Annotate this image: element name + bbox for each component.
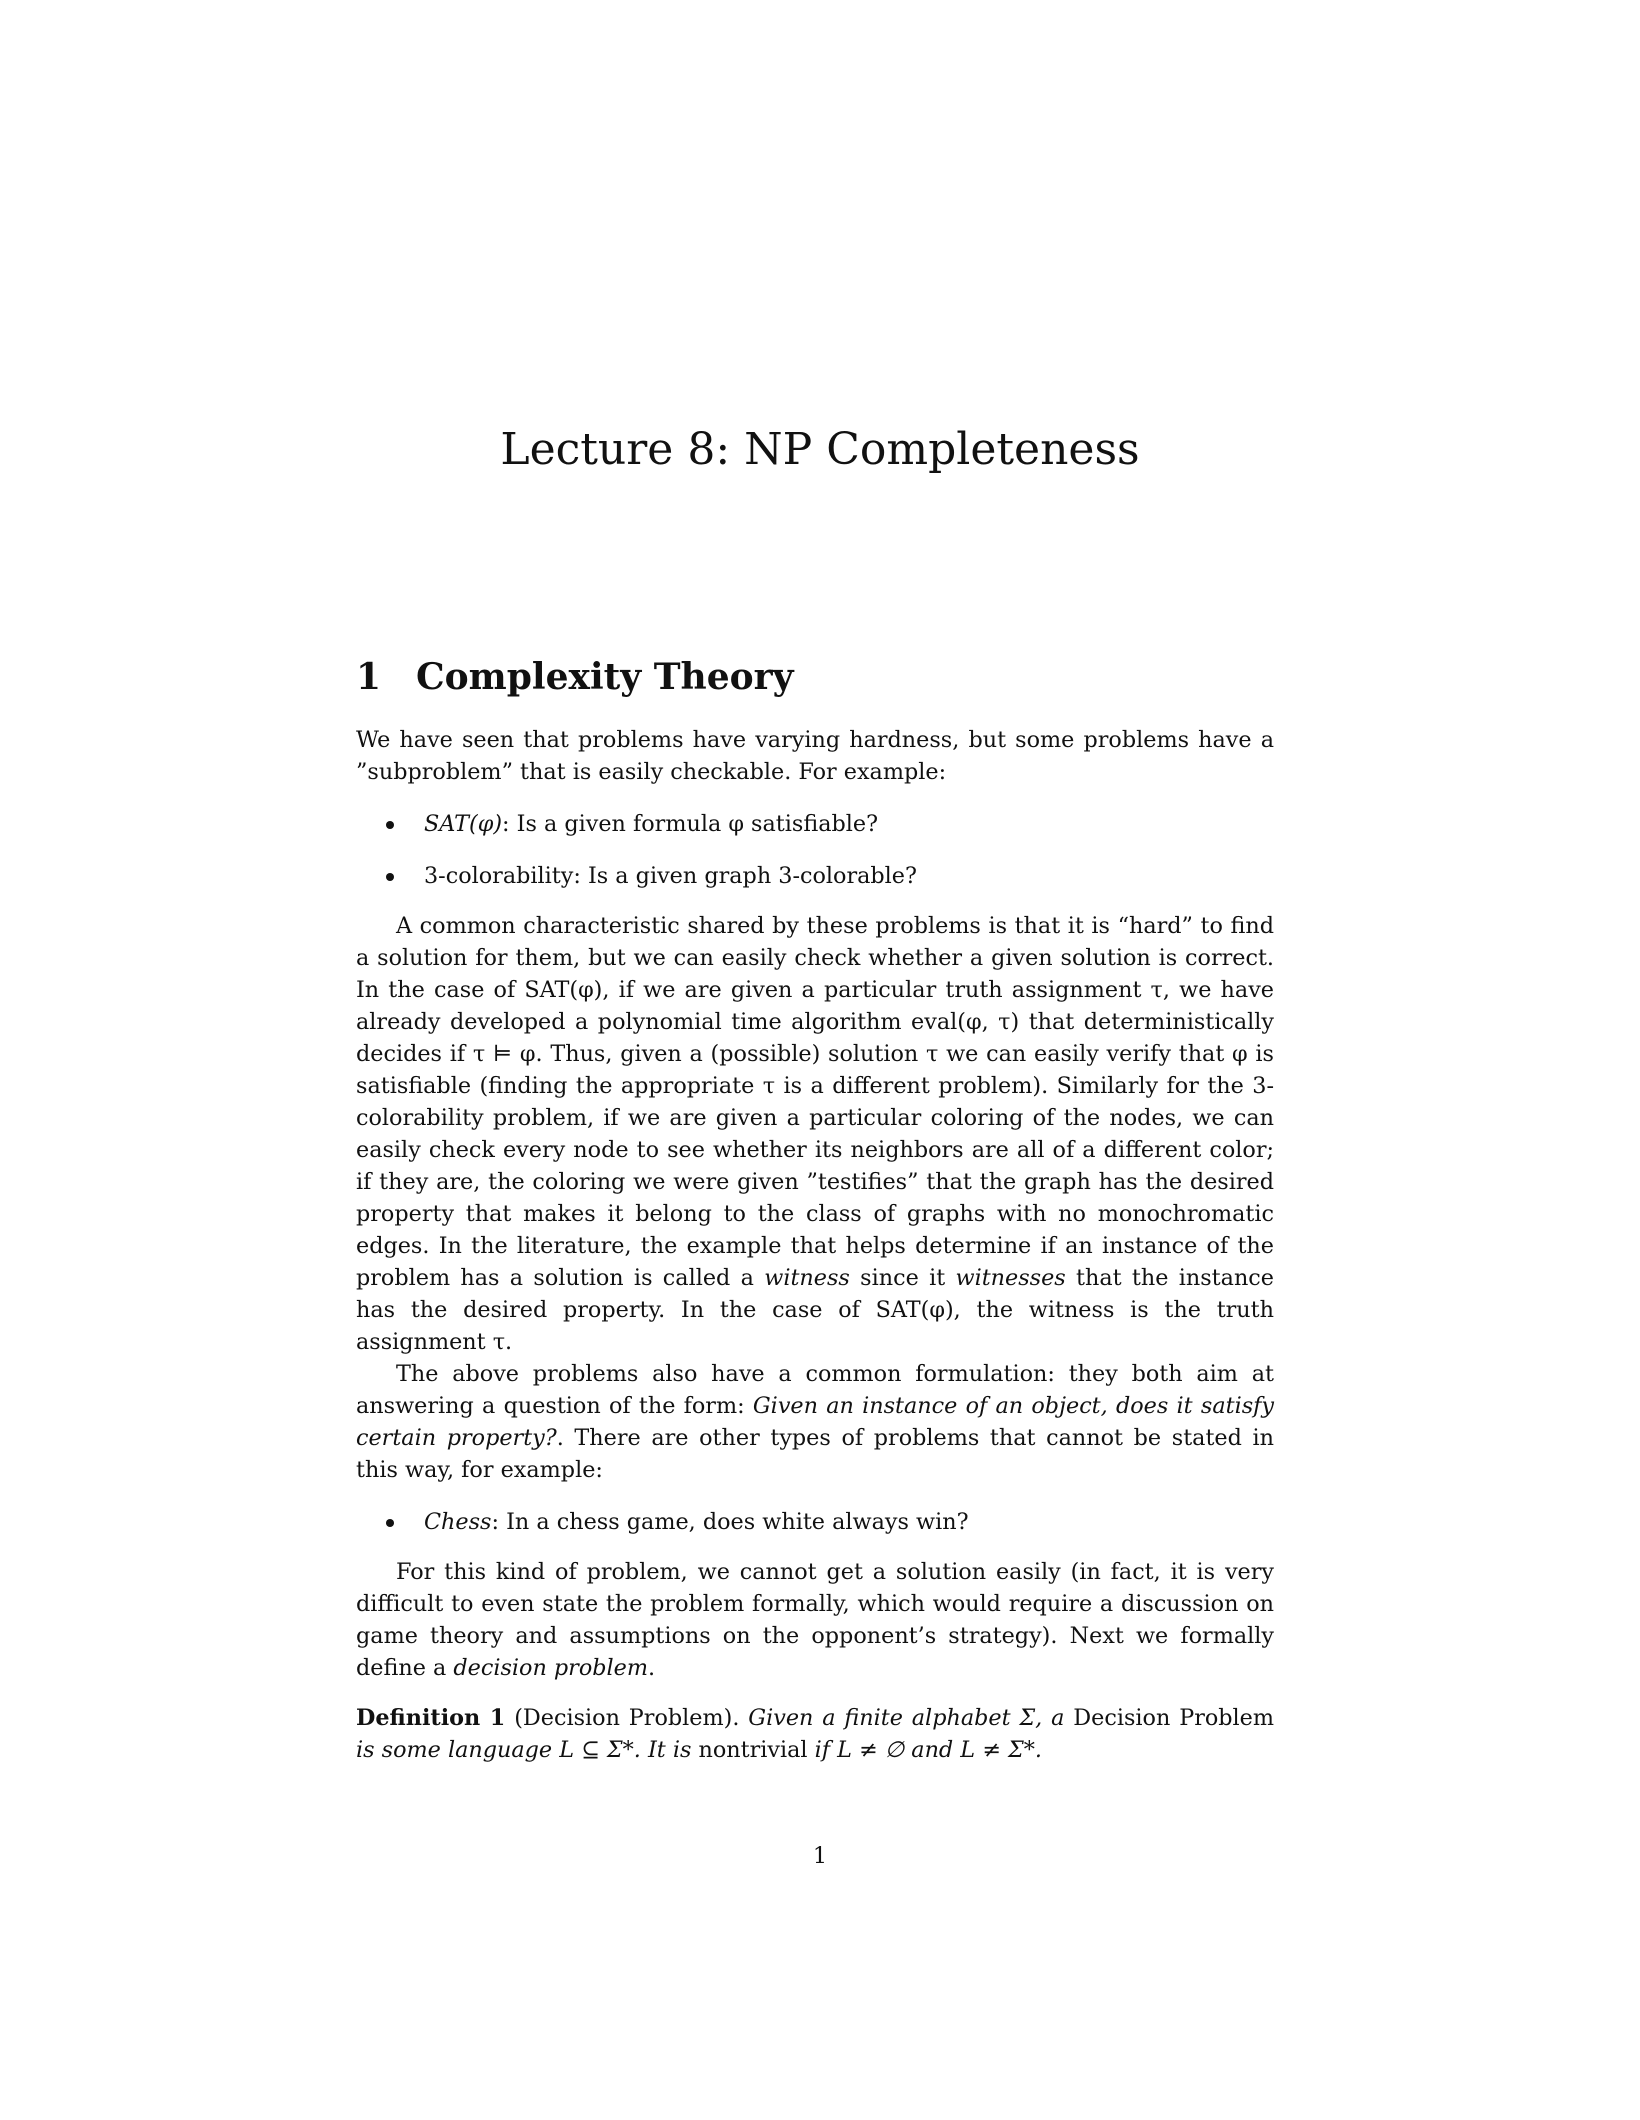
definition-block — [356, 1702, 1274, 1766]
paragraph-text: that the instance has the desired property. In the case of SAT(φ), the witness is the truth assignment τ. — [356, 1265, 1274, 1355]
definition-name: (Decision Problem). — [505, 1705, 749, 1731]
definition-term: Decision Problem — [1073, 1705, 1275, 1731]
problem-description: 3-colorability: Is a given graph 3-colorable? — [424, 863, 917, 889]
page-content — [356, 656, 1274, 1766]
decision-problem-term: decision problem — [453, 1655, 649, 1681]
definition-term: nontrivial — [698, 1737, 808, 1763]
section-heading — [356, 656, 1274, 698]
problem-name: Chess — [424, 1509, 492, 1535]
formulation-paragraph — [356, 1358, 1274, 1486]
bullet-icon — [386, 821, 394, 829]
paragraph-text: . There are other types of problems that cannot be stated in this way, for example: — [356, 1425, 1274, 1483]
definition-text: Given a finite alphabet Σ, a — [748, 1705, 1074, 1731]
problem-name: SAT(φ) — [424, 811, 503, 837]
definition-text: is some language L ⊆ Σ*. It is — [356, 1737, 699, 1763]
paragraph-text: The above problems also have a common formulation: they both aim at answering a question of the form: — [356, 1361, 1274, 1419]
definition-text: if L ≠ ∅ and L ≠ Σ*. — [807, 1737, 1042, 1763]
witness-paragraph — [356, 910, 1274, 1358]
decision-intro-paragraph — [356, 1556, 1274, 1684]
section-number: 1 — [356, 656, 382, 698]
document-title: Lecture 8: NP Completeness — [500, 424, 1140, 475]
chess-list — [356, 1506, 1274, 1538]
bullet-icon — [386, 1519, 394, 1527]
section-title: Complexity Theory — [416, 656, 794, 698]
problem-description: : In a chess game, does white always win? — [491, 1509, 969, 1535]
witness-term: witness — [764, 1265, 850, 1291]
example-list — [356, 808, 1274, 892]
problem-description: : Is a given formula φ satisfiable? — [502, 811, 879, 837]
list-item — [386, 860, 1274, 892]
paragraph-text: since it — [849, 1265, 956, 1291]
page-number: 1 — [812, 1843, 828, 1869]
list-item — [386, 1506, 1274, 1538]
intro-paragraph: We have seen that problems have varying hardness, but some problems have a ”subproblem” that is easily checkable. For example: — [356, 727, 1274, 785]
definition-label: Definition 1 — [356, 1705, 506, 1731]
paragraph-text: . — [648, 1655, 656, 1681]
bullet-icon — [386, 873, 394, 881]
list-item — [386, 808, 1274, 840]
witnesses-term: witnesses — [955, 1265, 1066, 1291]
paragraph-text: For this kind of problem, we cannot get a solution easily (in fact, it is very difficult to even state the problem formally, which would require a discussion on game theory and assumptions on the opponent’s strategy). Next we formally define a — [356, 1559, 1274, 1681]
question-form: Given an instance of an object, does it satisfy certain property? — [356, 1393, 1274, 1451]
paragraph-text: A common characteristic shared by these problems is that it is “hard” to find a solution for them, but we can easily check whether a given solution is correct. In the case of SAT(φ), if we are given a particular truth assignment τ, we have already developed a polynomial time algorithm eval(φ, τ) that deterministically decides if τ ⊨ φ. Thus, given a (possible) solution τ we can easily verify that φ is satisfiable (finding the appropriate τ is a different problem). Similarly for the 3-colorability problem, if we are given a particular coloring of the nodes, we can easily check every node to see whether its neighbors are all of a different color; if they are, the coloring we were given ”testifies” that the graph has the desired property that makes it belong to the class of graphs with no monochromatic edges. In the literature, the example that helps determine if an instance of the problem has a solution is called a — [356, 913, 1274, 1291]
